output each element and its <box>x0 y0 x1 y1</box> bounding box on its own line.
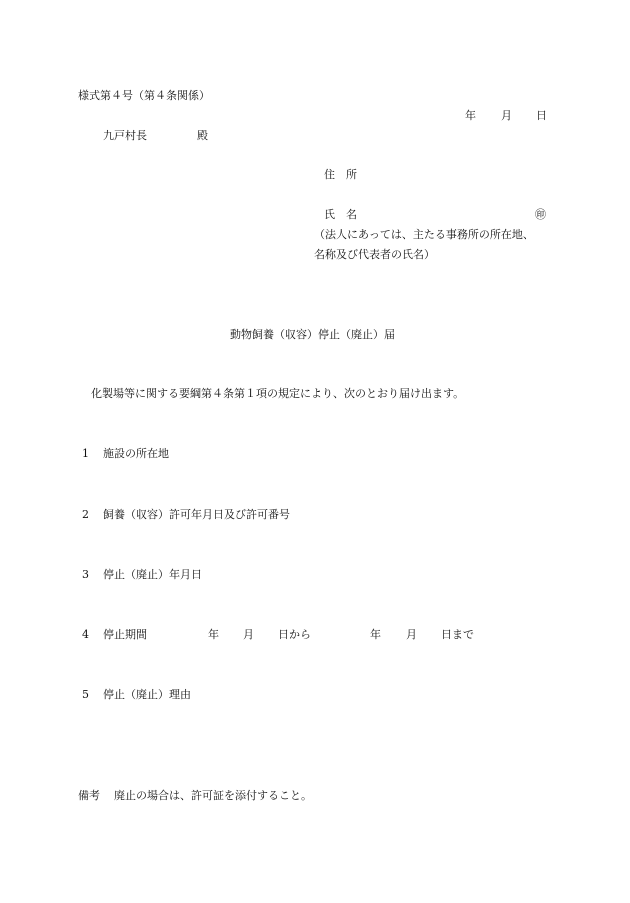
period-year2: 年 <box>370 628 381 641</box>
corporate-note-line2: 名称及び代表者の氏名） <box>314 248 435 261</box>
addressee-honorific: 殿 <box>197 129 208 142</box>
item-3-label: 停止（廃止）年月日 <box>103 568 202 581</box>
period-month1: 月 <box>243 628 254 641</box>
document-title: 動物飼養（収容）停止（廃止）届 <box>230 328 395 341</box>
item-5-number: 5 <box>82 688 89 701</box>
corporate-note-line1: （法人にあっては、主たる事務所の所在地、 <box>314 228 534 241</box>
remarks-text: 廃止の場合は、許可証を添付すること。 <box>114 789 312 802</box>
date-year-label: 年 <box>465 109 476 122</box>
date-month-label: 月 <box>501 109 512 122</box>
period-year1: 年 <box>208 628 219 641</box>
item-5-label: 停止（廃止）理由 <box>103 688 191 701</box>
addressee-name: 九戸村長 <box>103 129 147 142</box>
seal-mark: ㊞ <box>535 208 546 221</box>
item-2-label: 飼養（収容）許可年月日及び許可番号 <box>103 508 290 521</box>
item-2-number: 2 <box>82 508 89 521</box>
address-label: 住 所 <box>324 168 357 181</box>
item-1-label: 施設の所在地 <box>103 447 169 460</box>
item-3-number: 3 <box>82 568 89 581</box>
remarks-label: 備考 <box>78 789 100 802</box>
period-day-from: 日から <box>278 628 311 641</box>
name-label: 氏 名 <box>324 208 357 221</box>
form-number: 様式第４号（第４条関係） <box>78 89 210 102</box>
item-1-number: 1 <box>82 447 89 460</box>
period-month2: 月 <box>406 628 417 641</box>
period-day-to: 日まで <box>441 628 474 641</box>
item-4-label: 停止期間 <box>103 628 147 641</box>
date-day-label: 日 <box>536 109 547 122</box>
item-4-number: 4 <box>82 628 89 641</box>
intro-text: 化製場等に関する要綱第４条第１項の規定により、次のとおり届け出ます。 <box>91 387 465 400</box>
